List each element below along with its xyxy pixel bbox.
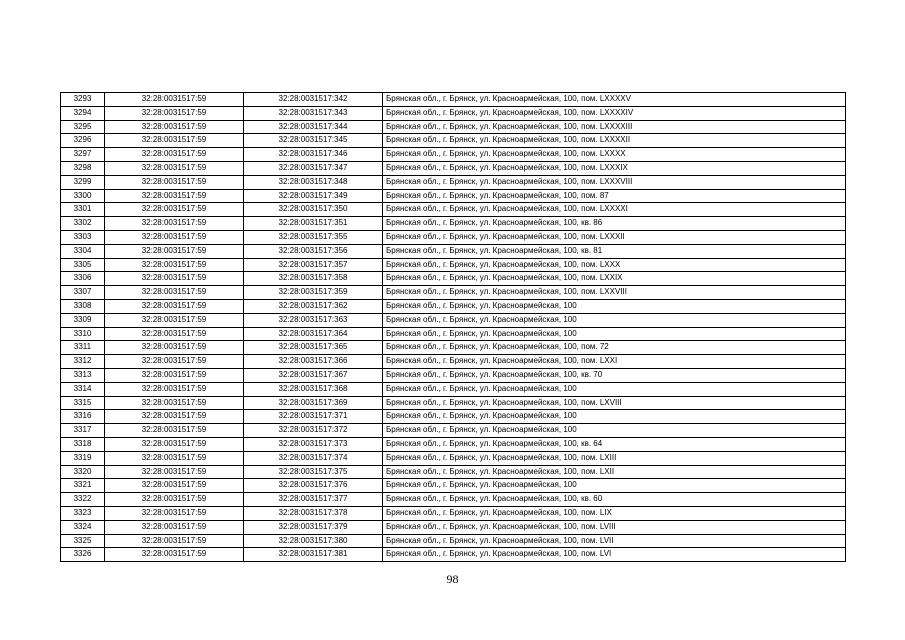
- address-cell: Брянская обл., г. Брянск, ул. Красноармейская, 100: [383, 479, 846, 493]
- row-number-cell: 3324: [61, 520, 105, 534]
- row-number-cell: 3318: [61, 437, 105, 451]
- address-cell: Брянская обл., г. Брянск, ул. Красноармейская, 100: [383, 313, 846, 327]
- address-cell: Брянская обл., г. Брянск, ул. Красноармейская, 100, пом. LXXXVIII: [383, 175, 846, 189]
- parent-cadastral-number-cell: 32:28:0031517:59: [105, 465, 244, 479]
- row-number-cell: 3294: [61, 106, 105, 120]
- table-row: [61, 148, 846, 162]
- address-cell: Брянская обл., г. Брянск, ул. Красноармейская, 100, пом. LXVIII: [383, 396, 846, 410]
- cadastral-number-cell: 32:28:0031517:351: [244, 217, 383, 231]
- address-cell: Брянская обл., г. Брянск, ул. Красноармейская, 100, пом. LXXI: [383, 355, 846, 369]
- parent-cadastral-number-cell: 32:28:0031517:59: [105, 341, 244, 355]
- parent-cadastral-number-cell: 32:28:0031517:59: [105, 258, 244, 272]
- address-cell: Брянская обл., г. Брянск, ул. Красноармейская, 100, пом. LXII: [383, 465, 846, 479]
- row-number-cell: 3295: [61, 120, 105, 134]
- table-row: [61, 506, 846, 520]
- parent-cadastral-number-cell: 32:28:0031517:59: [105, 230, 244, 244]
- parent-cadastral-number-cell: 32:28:0031517:59: [105, 437, 244, 451]
- parent-cadastral-number-cell: 32:28:0031517:59: [105, 217, 244, 231]
- row-number-cell: 3323: [61, 506, 105, 520]
- parent-cadastral-number-cell: 32:28:0031517:59: [105, 189, 244, 203]
- cadastral-number-cell: 32:28:0031517:377: [244, 493, 383, 507]
- parent-cadastral-number-cell: 32:28:0031517:59: [105, 161, 244, 175]
- cadastral-number-cell: 32:28:0031517:362: [244, 299, 383, 313]
- address-cell: Брянская обл., г. Брянск, ул. Красноармейская, 100, пом. LXXXIX: [383, 161, 846, 175]
- address-cell: Брянская обл., г. Брянск, ул. Красноармейская, 100, кв. 81: [383, 244, 846, 258]
- row-number-cell: 3300: [61, 189, 105, 203]
- parent-cadastral-number-cell: 32:28:0031517:59: [105, 410, 244, 424]
- parent-cadastral-number-cell: 32:28:0031517:59: [105, 148, 244, 162]
- cadastral-number-cell: 32:28:0031517:372: [244, 424, 383, 438]
- table-row: [61, 203, 846, 217]
- row-number-cell: 3313: [61, 368, 105, 382]
- table-body: [61, 93, 846, 562]
- address-cell: Брянская обл., г. Брянск, ул. Красноармейская, 100, пом. LVIII: [383, 520, 846, 534]
- cadastral-number-cell: 32:28:0031517:342: [244, 93, 383, 107]
- cadastral-number-cell: 32:28:0031517:375: [244, 465, 383, 479]
- address-cell: Брянская обл., г. Брянск, ул. Красноармейская, 100, кв. 70: [383, 368, 846, 382]
- cadastral-number-cell: 32:28:0031517:356: [244, 244, 383, 258]
- parent-cadastral-number-cell: 32:28:0031517:59: [105, 286, 244, 300]
- cadastral-number-cell: 32:28:0031517:350: [244, 203, 383, 217]
- table-row: [61, 534, 846, 548]
- address-cell: Брянская обл., г. Брянск, ул. Красноармейская, 100, кв. 86: [383, 217, 846, 231]
- cadastral-number-cell: 32:28:0031517:344: [244, 120, 383, 134]
- cadastral-number-cell: 32:28:0031517:374: [244, 451, 383, 465]
- row-number-cell: 3319: [61, 451, 105, 465]
- row-number-cell: 3321: [61, 479, 105, 493]
- parent-cadastral-number-cell: 32:28:0031517:59: [105, 327, 244, 341]
- cadastral-number-cell: 32:28:0031517:343: [244, 106, 383, 120]
- address-cell: Брянская обл., г. Брянск, ул. Красноармейская, 100, пом. LXIII: [383, 451, 846, 465]
- parent-cadastral-number-cell: 32:28:0031517:59: [105, 396, 244, 410]
- address-cell: Брянская обл., г. Брянск, ул. Красноармейская, 100, пом. LXXX: [383, 258, 846, 272]
- address-cell: Брянская обл., г. Брянск, ул. Красноармейская, 100, пом. LVII: [383, 534, 846, 548]
- cadastral-number-cell: 32:28:0031517:357: [244, 258, 383, 272]
- address-cell: Брянская обл., г. Брянск, ул. Красноармейская, 100, пом. LXXXII: [383, 230, 846, 244]
- row-number-cell: 3312: [61, 355, 105, 369]
- parent-cadastral-number-cell: 32:28:0031517:59: [105, 175, 244, 189]
- cadastral-number-cell: 32:28:0031517:369: [244, 396, 383, 410]
- row-number-cell: 3303: [61, 230, 105, 244]
- parent-cadastral-number-cell: 32:28:0031517:59: [105, 244, 244, 258]
- row-number-cell: 3308: [61, 299, 105, 313]
- address-cell: Брянская обл., г. Брянск, ул. Красноармейская, 100: [383, 327, 846, 341]
- row-number-cell: 3310: [61, 327, 105, 341]
- table-row: [61, 520, 846, 534]
- address-cell: Брянская обл., г. Брянск, ул. Красноармейская, 100, кв. 60: [383, 493, 846, 507]
- table-row: [61, 161, 846, 175]
- page-number: 98: [446, 572, 459, 586]
- parent-cadastral-number-cell: 32:28:0031517:59: [105, 313, 244, 327]
- cadastral-number-cell: 32:28:0031517:376: [244, 479, 383, 493]
- row-number-cell: 3309: [61, 313, 105, 327]
- row-number-cell: 3307: [61, 286, 105, 300]
- table-row: [61, 493, 846, 507]
- table-row: [61, 244, 846, 258]
- cadastral-number-cell: 32:28:0031517:348: [244, 175, 383, 189]
- table-row: [61, 465, 846, 479]
- parent-cadastral-number-cell: 32:28:0031517:59: [105, 534, 244, 548]
- row-number-cell: 3298: [61, 161, 105, 175]
- table-row: [61, 299, 846, 313]
- table-row: [61, 134, 846, 148]
- address-cell: Брянская обл., г. Брянск, ул. Красноармейская, 100: [383, 299, 846, 313]
- cadastral-number-cell: 32:28:0031517:365: [244, 341, 383, 355]
- address-cell: Брянская обл., г. Брянск, ул. Красноармейская, 100, кв. 64: [383, 437, 846, 451]
- table-row: [61, 382, 846, 396]
- table-row: [61, 424, 846, 438]
- table-row: [61, 189, 846, 203]
- parent-cadastral-number-cell: 32:28:0031517:59: [105, 272, 244, 286]
- row-number-cell: 3304: [61, 244, 105, 258]
- table-row: [61, 230, 846, 244]
- row-number-cell: 3316: [61, 410, 105, 424]
- address-cell: Брянская обл., г. Брянск, ул. Красноармейская, 100: [383, 382, 846, 396]
- parent-cadastral-number-cell: 32:28:0031517:59: [105, 93, 244, 107]
- table-row: [61, 286, 846, 300]
- parent-cadastral-number-cell: 32:28:0031517:59: [105, 451, 244, 465]
- parent-cadastral-number-cell: 32:28:0031517:59: [105, 520, 244, 534]
- row-number-cell: 3293: [61, 93, 105, 107]
- address-cell: Брянская обл., г. Брянск, ул. Красноармейская, 100: [383, 424, 846, 438]
- parent-cadastral-number-cell: 32:28:0031517:59: [105, 382, 244, 396]
- parent-cadastral-number-cell: 32:28:0031517:59: [105, 355, 244, 369]
- row-number-cell: 3317: [61, 424, 105, 438]
- parent-cadastral-number-cell: 32:28:0031517:59: [105, 506, 244, 520]
- table-row: [61, 93, 846, 107]
- cadastral-number-cell: 32:28:0031517:359: [244, 286, 383, 300]
- row-number-cell: 3299: [61, 175, 105, 189]
- table-row: [61, 272, 846, 286]
- row-number-cell: 3306: [61, 272, 105, 286]
- parent-cadastral-number-cell: 32:28:0031517:59: [105, 479, 244, 493]
- table-row: [61, 437, 846, 451]
- table-row: [61, 175, 846, 189]
- row-number-cell: 3301: [61, 203, 105, 217]
- row-number-cell: 3325: [61, 534, 105, 548]
- cadastral-number-cell: 32:28:0031517:364: [244, 327, 383, 341]
- cadastral-number-cell: 32:28:0031517:381: [244, 548, 383, 562]
- cadastral-number-cell: 32:28:0031517:366: [244, 355, 383, 369]
- row-number-cell: 3296: [61, 134, 105, 148]
- cadastral-number-cell: 32:28:0031517:371: [244, 410, 383, 424]
- parent-cadastral-number-cell: 32:28:0031517:59: [105, 203, 244, 217]
- address-cell: Брянская обл., г. Брянск, ул. Красноармейская, 100, пом. LXXIX: [383, 272, 846, 286]
- row-number-cell: 3297: [61, 148, 105, 162]
- cadastral-number-cell: 32:28:0031517:380: [244, 534, 383, 548]
- cadastral-number-cell: 32:28:0031517:367: [244, 368, 383, 382]
- cadastral-number-cell: 32:28:0031517:363: [244, 313, 383, 327]
- cadastral-number-cell: 32:28:0031517:368: [244, 382, 383, 396]
- parent-cadastral-number-cell: 32:28:0031517:59: [105, 424, 244, 438]
- cadastral-number-cell: 32:28:0031517:345: [244, 134, 383, 148]
- table-row: [61, 327, 846, 341]
- address-cell: Брянская обл., г. Брянск, ул. Красноармейская, 100, пом. LXXXX: [383, 148, 846, 162]
- table-row: [61, 217, 846, 231]
- cadastral-table: [60, 92, 846, 562]
- cadastral-number-cell: 32:28:0031517:378: [244, 506, 383, 520]
- table-row: [61, 396, 846, 410]
- table-row: [61, 368, 846, 382]
- cadastral-number-cell: 32:28:0031517:347: [244, 161, 383, 175]
- cadastral-number-cell: 32:28:0031517:349: [244, 189, 383, 203]
- parent-cadastral-number-cell: 32:28:0031517:59: [105, 493, 244, 507]
- cadastral-number-cell: 32:28:0031517:358: [244, 272, 383, 286]
- table-row: [61, 479, 846, 493]
- row-number-cell: 3314: [61, 382, 105, 396]
- address-cell: Брянская обл., г. Брянск, ул. Красноармейская, 100, пом. LXXXXV: [383, 93, 846, 107]
- parent-cadastral-number-cell: 32:28:0031517:59: [105, 299, 244, 313]
- address-cell: Брянская обл., г. Брянск, ул. Красноармейская, 100, пом. LIX: [383, 506, 846, 520]
- table-row: [61, 258, 846, 272]
- parent-cadastral-number-cell: 32:28:0031517:59: [105, 134, 244, 148]
- address-cell: Брянская обл., г. Брянск, ул. Красноармейская, 100, пом. LXXXXI: [383, 203, 846, 217]
- parent-cadastral-number-cell: 32:28:0031517:59: [105, 548, 244, 562]
- address-cell: Брянская обл., г. Брянск, ул. Красноармейская, 100, пом. LXXVIII: [383, 286, 846, 300]
- row-number-cell: 3326: [61, 548, 105, 562]
- address-cell: Брянская обл., г. Брянск, ул. Красноармейская, 100, пом. 87: [383, 189, 846, 203]
- row-number-cell: 3302: [61, 217, 105, 231]
- cadastral-number-cell: 32:28:0031517:373: [244, 437, 383, 451]
- address-cell: Брянская обл., г. Брянск, ул. Красноармейская, 100, пом. LXXXXII: [383, 134, 846, 148]
- table-row: [61, 548, 846, 562]
- row-number-cell: 3315: [61, 396, 105, 410]
- table-row: [61, 355, 846, 369]
- row-number-cell: 3305: [61, 258, 105, 272]
- address-cell: Брянская обл., г. Брянск, ул. Красноармейская, 100, пом. 72: [383, 341, 846, 355]
- address-cell: Брянская обл., г. Брянск, ул. Красноармейская, 100, пом. LVI: [383, 548, 846, 562]
- row-number-cell: 3322: [61, 493, 105, 507]
- table-row: [61, 106, 846, 120]
- table-row: [61, 313, 846, 327]
- row-number-cell: 3320: [61, 465, 105, 479]
- cadastral-number-cell: 32:28:0031517:346: [244, 148, 383, 162]
- table-row: [61, 410, 846, 424]
- table-row: [61, 341, 846, 355]
- cadastral-number-cell: 32:28:0031517:379: [244, 520, 383, 534]
- address-cell: Брянская обл., г. Брянск, ул. Красноармейская, 100, пом. LXXXXIII: [383, 120, 846, 134]
- parent-cadastral-number-cell: 32:28:0031517:59: [105, 120, 244, 134]
- row-number-cell: 3311: [61, 341, 105, 355]
- parent-cadastral-number-cell: 32:28:0031517:59: [105, 368, 244, 382]
- cadastral-number-cell: 32:28:0031517:355: [244, 230, 383, 244]
- parent-cadastral-number-cell: 32:28:0031517:59: [105, 106, 244, 120]
- address-cell: Брянская обл., г. Брянск, ул. Красноармейская, 100: [383, 410, 846, 424]
- table-row: [61, 120, 846, 134]
- address-cell: Брянская обл., г. Брянск, ул. Красноармейская, 100, пом. LXXXXIV: [383, 106, 846, 120]
- table-row: [61, 451, 846, 465]
